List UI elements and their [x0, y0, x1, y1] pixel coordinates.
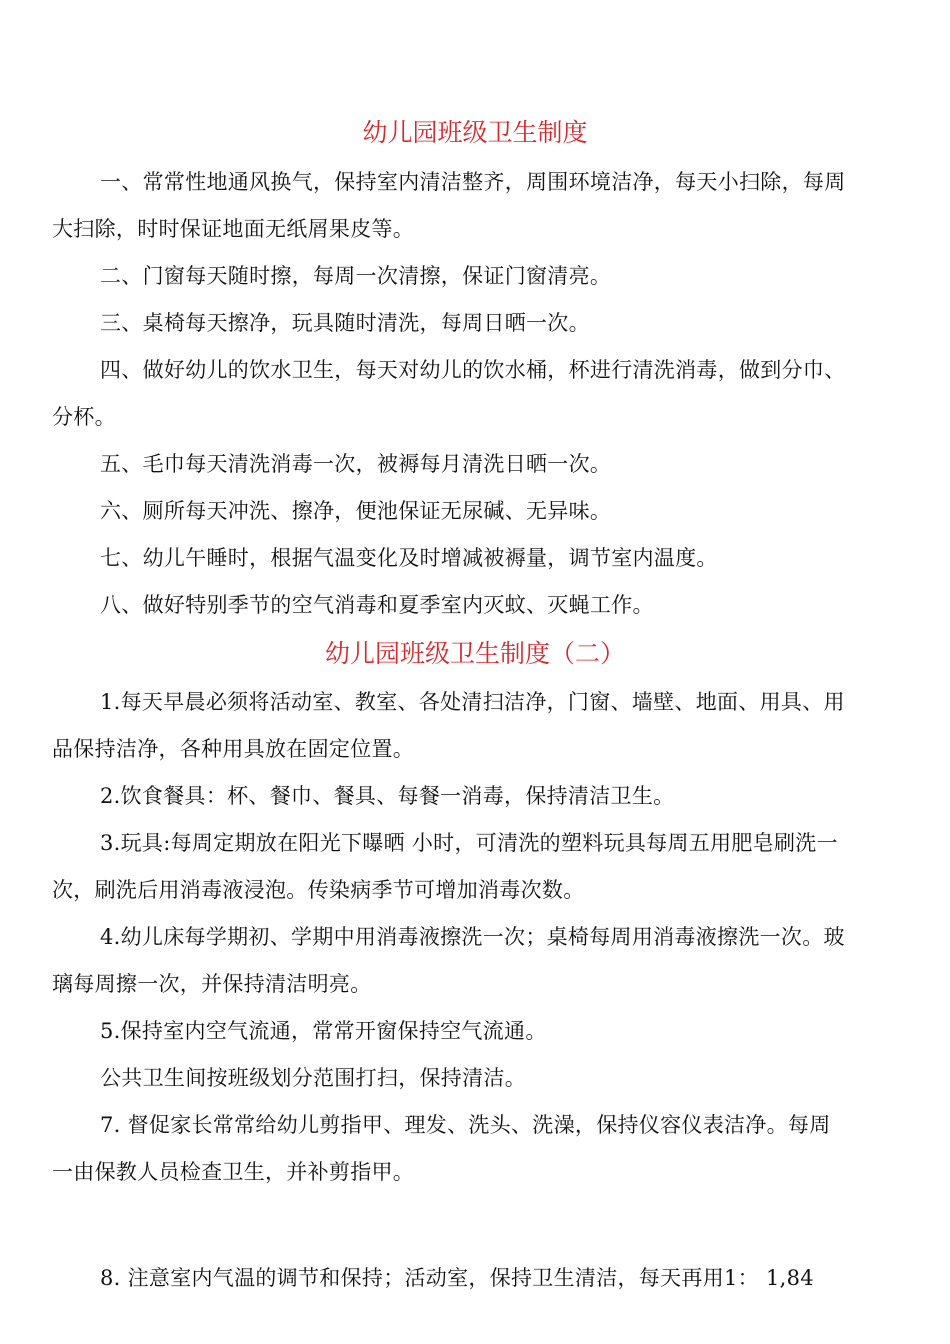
- paragraph-line: 大扫除，时时保证地面无纸屑果皮等。: [52, 217, 415, 241]
- paragraph-line: 4.幼儿床每学期初、学期中用消毒液擦洗一次；桌椅每周用消毒液擦洗一次。玻: [100, 925, 845, 949]
- paragraph-line: 7. 督促家长常常给幼儿剪指甲、理发、洗头、洗澡，保持仪容仪表洁净。每周: [100, 1113, 831, 1137]
- paragraph-line: 3.玩具:每周定期放在阳光下曝晒 小时，可清洗的塑料玩具每周五用肥皂刷洗一: [100, 831, 838, 855]
- paragraph-line: 璃每周擦一次，并保持清洁明亮。: [52, 972, 372, 996]
- paragraph-line: 5.保持室内空气流通，常常开窗保持空气流通。: [100, 1019, 547, 1043]
- paragraph-line: 四、做好幼儿的饮水卫生，每天对幼儿的饮水桶，杯进行清洗消毒，做到分巾、: [100, 358, 846, 382]
- paragraph-line: 次，刷洗后用消毒液浸泡。传染病季节可增加消毒次数。: [52, 878, 585, 902]
- paragraph-line: 1.每天早晨必须将活动室、教室、各处清扫洁净，门窗、墙壁、地面、用具、用: [100, 690, 845, 714]
- paragraph-line: 五、毛巾每天清洗消毒一次，被褥每月清洗日晒一次。: [100, 452, 612, 476]
- paragraph-line: 三、桌椅每天擦净，玩具随时清洗，每周日晒一次。: [100, 311, 590, 335]
- paragraph-line: 2.饮食餐具：杯、餐巾、餐具、每餐一消毒，保持清洁卫生。: [100, 784, 675, 808]
- section-title: 幼儿园班级卫生制度: [362, 118, 588, 147]
- paragraph-line: 二、门窗每天随时擦，每周一次清擦，保证门窗清亮。: [100, 264, 612, 288]
- paragraph-line: 公共卫生间按班级划分范围打扫，保持清洁。: [100, 1066, 526, 1090]
- paragraph-line: 分杯。: [52, 405, 116, 429]
- section-title: 幼儿园班级卫生制度（二）: [324, 639, 625, 668]
- paragraph-line: 品保持洁净，各种用具放在固定位置。: [52, 737, 415, 761]
- paragraph-line: 七、幼儿午睡时，根据气温变化及时增减被褥量，调节室内温度。: [100, 546, 718, 570]
- paragraph-line: 8. 注意室内气温的调节和保持；活动室，保持卫生清洁，每天再用1： 1,84: [100, 1266, 814, 1290]
- paragraph-line: 一由保教人员检查卫生，并补剪指甲。: [52, 1160, 415, 1184]
- paragraph-line: 六、厕所每天冲洗、擦净，便池保证无尿碱、无异味。: [100, 499, 612, 523]
- paragraph-line: 一、常常性地通风换气，保持室内清洁整齐，周围环境洁净，每天小扫除，每周: [100, 170, 846, 194]
- paragraph-line: 八、做好特别季节的空气消毒和夏季室内灭蚊、灭蝇工作。: [100, 593, 654, 617]
